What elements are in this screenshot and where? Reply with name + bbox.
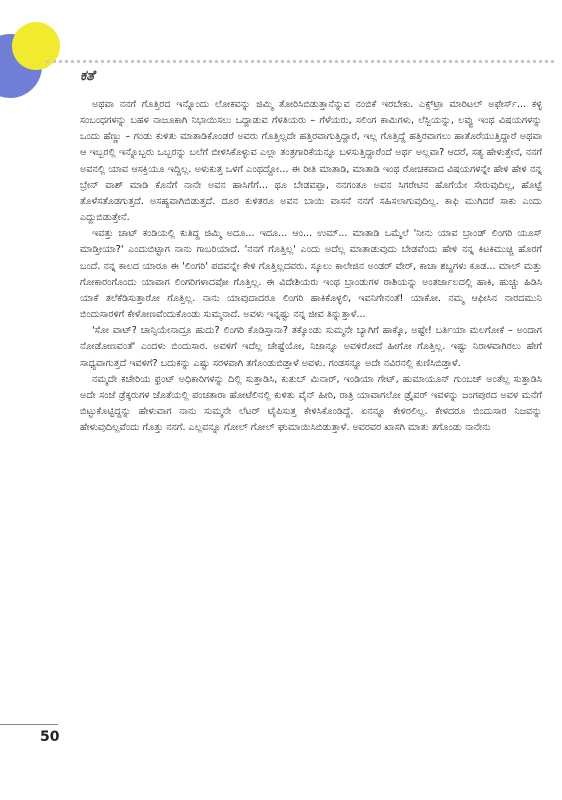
article-body [80, 97, 542, 436]
body-paragraph: ಅಥವಾ ನನಗೆ ಗೊತ್ತಿರದ ಇನ್ನೊಂದು ಲೋಕವನ್ನು ಜಿಮ್ಮಿ ತೋರಿಸಿಬಿಡುತ್ತಾನೆನ್ನುವ ನಂಬಿಕೆ ಇರಬೇಕು. ಎಕ್ಸ್‌ಟ್ರಾ ಮಾರಿಟಲ್ ಅಫೇರ್ಸ್... ಕಳ್ಳ ಸಂಬಂಧಗಳನ್ನು ಬಹಳ ನಾಜೂಕಾಗಿ ನಿಭಾಯಿಸಲು ಒದ್ದಾಡುವ ಗೆಳತಿಯರು – ಗೆಳೆಯರು, ಸಲಿಂಗ ಕಾಮಿಗಳು, ಲೆಸ್ಬಿಯನ್ನು, ಲವ್ವು ಇಂಥ ವಿಷಯಗಳನ್ನು ಒಂದು ಹೆಣ್ಣು – ಗಂಡು ಕುಳಿತು ಮಾತಾಡಿಕೊಂಡರೆ ಅವರು ಗೊತ್ತಿಲ್ಲದೇ ಹತ್ತಿರವಾಗುತ್ತಿದ್ದಾರೆ, ಇಲ್ಲ ಗೊತ್ತಿದ್ದೆ ಹತ್ತಿರವಾಗಲು ಹಾತೊರೆಯುತ್ತಿದ್ದಾರೆ ಅಥವಾ ಆ ಇಬ್ಬರಲ್ಲಿ ಇನ್ನೊಬ್ಬರು ಒಬ್ಬರನ್ನು ಬಲೆಗೆ ಬೀಳಿಸಿಕೊಳ್ಳುವ ಎಲ್ಲಾ ತಂತ್ರಗಾರಿಕೆಯನ್ನೂ ಬಳಸುತ್ತಿದ್ದಾರೆಂದೆ ಅರ್ಥ ಅಲ್ಲವಾ? ಆದರೆ, ಸತ್ಯ ಹೇಳುತ್ತೇನೆ, ನನಗೆ ಅವನಲ್ಲಿ ಯಾವ ಆಸಕ್ತಿಯೂ ಇದ್ದಿಲ್ಲ. ಅಳುಕುತ್ತ ಒಳಗೆ ಎಂಥದ್ದೋ... ಈ ರೀತಿ ಮಾತಾಡಿ, ಮಾತಾಡಿ ಇಂಥ ರೋಚಕವಾದ ವಿಷಯಗಳನ್ನೇ ಹೇಳಿ ಹೇಳಿ ನನ್ನ ಬ್ರೇನ್ ವಾಶ್ ಮಾಡಿ ಕೊನೆಗೆ ನಾನೇ ಅವನ ಹಾಸಿಗೆಗೆ... ಥೂ ಬೇಡವಪ್ಪಾ, ನನಗಂತೂ ಅವನ ಸಿಗರೇಟಿನ ಹೊಗೆಯೇ ಸೇರುವುದಿಲ್ಲ, ಹೊಟ್ಟೆ ತೊಳೆಸತೊಡಗುತ್ತದೆ. ಅಸಹ್ಯವಾಗಿಬಿಡುತ್ತದೆ. ದೂರ ಕುಳಿತರೂ ಅವನ ಬಾಯಿ ವಾಸನೆ ನನಗೆ ಸಹಿಸಲಾಗುವುದಿಲ್ಲ. ಕಾಫಿ ಮುಗಿದರೆ ಸಾಕು ಎಂದು ಎದ್ದುಬಿಡುತ್ತೇನೆ. [80, 99, 542, 224]
page-number: 50 [40, 729, 60, 745]
body-paragraph: ನಮ್ಮದೇ ಕಚೇರಿಯ ಫ್ರಂಟ್ ಅಧಿಕಾರಿಗಳನ್ನು ದಿಲ್ಲಿ ಸುತ್ತಾಡಿಸಿ, ಕುತುಬ್ ಮಿನಾರ್, ಇಂಡಿಯಾ ಗೇಟ್, ಹುಮಾಯೂನ್ ಗುಂಬಜ್ ಅಂತೆಲ್ಲ ಸುತ್ತಾಡಿಸಿ ಅದೇ ಸಂಜೆ ಡ್ರೆಕ್ಕರುಗಳ ಜೊತೆಯಲ್ಲಿ ಪಂಚತಾರಾ ಹೋಟೆಲಿನಲ್ಲಿ ಕುಳಿತು ವೈನ್ ಹೀರಿ, ರಾತ್ರಿ ಯಾವಾಗಲೋ ಡ್ರೈವರ್ ಇವಳನ್ನು ಜಂಗಪುರದ ಅವಳ ಮನೆಗೆ ಬಿಟ್ಟುಕೊಟ್ಟಿದ್ದನ್ನು ಹೇಳುವಾಗ ನಾನು ಸುಮ್ಮನೇ ಲೆಟರ್ ಟೈಪಿಸುತ್ತ ಕೇಳಿಸಿಕೊಂಡಿದ್ದೆ. ಏನನ್ನೂ ಕೇಳಿರಲಿಲ್ಲ. ಕೇಳದರೂ ಬಿಂದುಸಾರ ನಿಜವನ್ನು ಹೇಳುವುದಿಲ್ಲವೆಂದು ಗೊತ್ತು ನನಗೆ. ಎಲ್ಲವನ್ನೂ ಗೋಲ್ ಗೋಲ್ ಘುಮಾಯಿಸಿಬಿಡುತ್ತಾಳೆ. ಅವರವರ ಖಾಸಗಿ ಮಾತು ತಗೊಂಡು ನಾನೇನು [80, 373, 542, 434]
body-paragraph: ಇವತ್ತು ಚಾಟ್ ಕಂಡಿಯಲ್ಲಿ ಕುತಿದ್ದ ಜಿಮ್ಮಿ ಅದೂ... ಇದೂ... ಆಂ... ಉಮ್... ಮಾತಾಡಿ ಒಮ್ಮೆಲೆ 'ನೀನು ಯಾವ ಬ್ರಾಂಡ್ ಲಿಂಗರಿ ಯೂಸ್ ಮಾಡ್ತೀಯಾ?' ಎಂದುಬಿಟ್ಟಾಗ ನಾನು ಗಾಬರಿಯಾದೆ. 'ನನಗೆ ಗೊತ್ತಿಲ್ಲ' ಎಂದು ಅದೆಲ್ಲ ಮಾತಾಡುವುದು ಬೇಡವೆಂದು ಹೇಳಿ ನನ್ನ ಕಿಟಕಿಮುಚ್ಚಿ ಹೊರಗೆ ಬಂದೆ. ನನ್ನ ಕಾಲದ ಯಾರೂ ಈ 'ಲಿಂಗರಿ' ಪದವನ್ನೇ ಕೇಳಿ ಗೊತ್ತಿಲ್ಲದವರು. ಸ್ಕೂಲು ಕಾಲೇಜಿನ ಅಂಡರ್ ವೇರ್, ಕಾಚಾ ಶಬ್ದಗಳು ಕೂಡ... ಮಾಲ್ ಮತ್ತು ಗೋಕಾರಂಗೊಂದು ಯಾವಾಗ ಲಿಂಗರಿಗಳಾದವೋ ಗೊತ್ತಿಲ್ಲ. ಈ ವಿದೇಶಿಯರು ಇಂಥ ಬ್ರಾಂಡುಗಳ ರಾಶಿಯನ್ನು ಅಂತರ್ಜಾಲದಲ್ಲಿ ಹಾಕಿ, ಹುಚ್ಚು ಹಿಡಿಸಿ ಯಾಕೆ ತಲೆಕೆಡಿಸುತ್ತಾರೋ ಗೊತ್ತಿಲ್ಲ. ನಾನು ಯಾವುದಾದರೂ ಲಿಂಗರಿ ಹಾಕಿಕೊಳ್ಳಲಿ, ಇವನಿಗೇನಂತೆ! ಯಾಕೋ. ನಮ್ಮ ಆಫೀಸಿನ ನಾರದಮುನಿ ಬಿಂದುಸಾರಳಿಗೆ ಕೇಳೋಣವೆಂದುಕೊಂಡು ಸುಮ್ಮನಾದೆ. ಅವಳು ಇನ್ನಷ್ಟು ನನ್ನ ಜೀವ ತಿನ್ನುತ್ತಾಳೆ... [80, 228, 542, 321]
body-paragraph: 'ಸೋ ವಾಟ್? ಚಾನ್ಸಿಯೇನಾದ್ರೂ ಹುದು? ಲಿಂಗರಿ ಕೊಡಿಸ್ತಾನಾ? ತಕ್ಕೊಂಡು ಸುಮ್ಮನೇ ಬ್ಯಾಗಿಗೆ ಹಾಕ್ಕೊ, ಅಷ್ಟೇ! ಬರ್ತಿಯಾ ಮಲಗೋಕೆ – ಅಂದಾಗ ನೋಡೋಣವಂತೆ' ಎಂದಳು ಬಿಂದುಸಾರ. ಅವಳಿಗೆ ಇದೆಲ್ಲ ಚೇಷ್ಟೆಯೋ, ನಿಜಾನ್ನೂ ಅವಳಿರೋದೆ ಹೀಗೋ ಗೊತ್ತಿಲ್ಲ. ಇಷ್ಟು ನಿರಾಳವಾಗಿರಲು ಹೇಗೆ ಸಾಧ್ಯವಾಗುತ್ತದೆ ಇವಳಿಗೆ? ಬದುಕನ್ನು ಎಷ್ಟು ಸರಳವಾಗಿ ತಗೊಂಡುಬಿಡ್ತಾಳೆ ಅವಳು. ಗಂಡಸನ್ನೂ ಅದೇ ನವಿರನಲ್ಲಿ ಕುಣಿಸಿಬಿಡ್ತಾಳೆ. [80, 325, 542, 369]
section-title: ಕತೆ [80, 68, 95, 84]
header-dotted-rule [46, 60, 554, 63]
folio-rule [0, 724, 58, 725]
